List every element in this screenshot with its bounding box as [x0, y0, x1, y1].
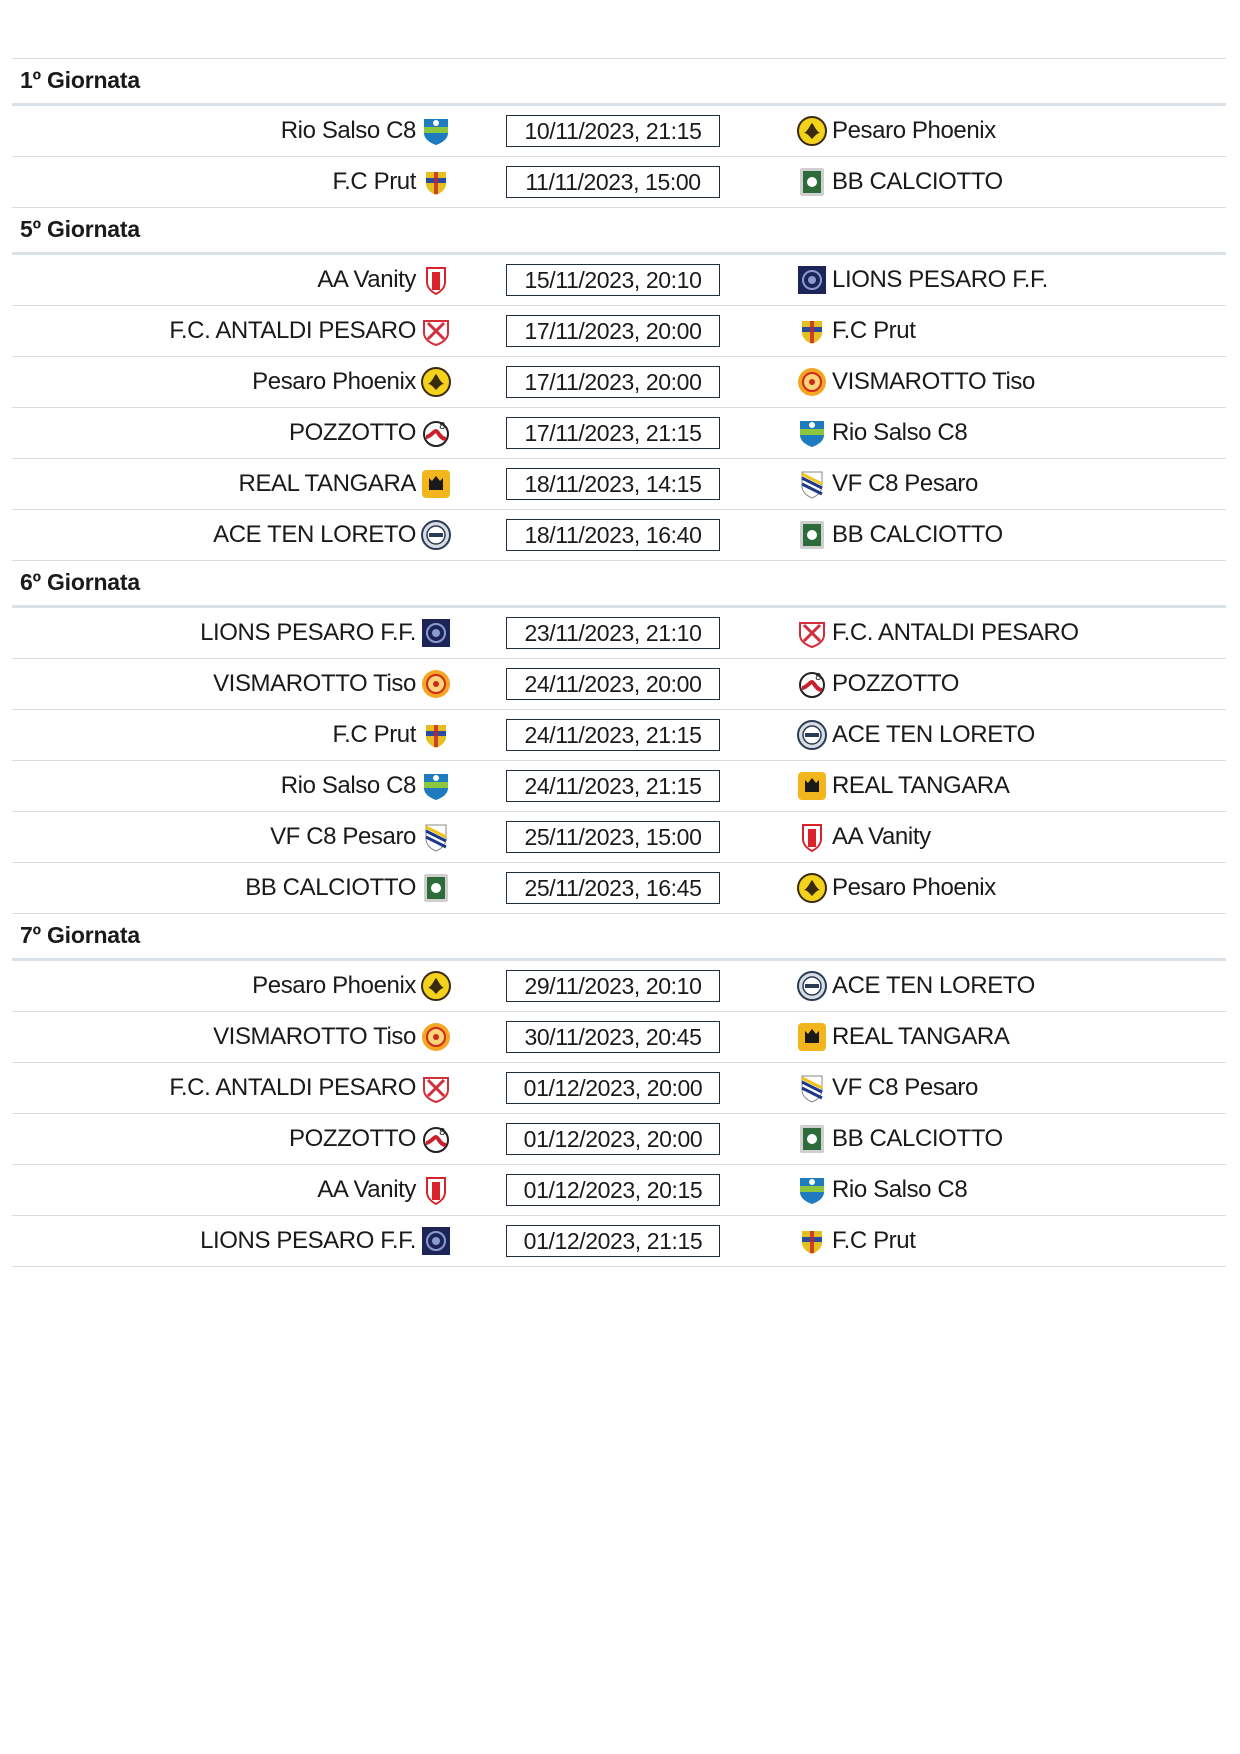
- prut-shield-icon: [420, 166, 452, 198]
- away-team: [796, 510, 1003, 560]
- match-row: [12, 106, 1226, 157]
- match-datetime: 15/11/2023, 20:10: [506, 264, 720, 296]
- away-team: [796, 1012, 1009, 1062]
- vf-c8-shield-icon: [796, 468, 828, 500]
- match-row: [12, 510, 1226, 561]
- home-team-name: VF C8 Pesaro: [270, 823, 416, 850]
- ace-ten-badge-icon: [796, 719, 828, 751]
- match-datetime: 17/11/2023, 20:00: [506, 366, 720, 398]
- antaldi-crest-icon: [420, 1072, 452, 1104]
- away-team: [796, 357, 1035, 407]
- match-row: [12, 1165, 1226, 1216]
- home-team: [239, 459, 452, 509]
- match-row: [12, 157, 1226, 208]
- away-team-name: Pesaro Phoenix: [832, 117, 996, 144]
- match-row: [12, 357, 1226, 408]
- round-section: [12, 208, 1226, 561]
- round-section: [12, 59, 1226, 208]
- away-team-name: BB CALCIOTTO: [832, 521, 1003, 548]
- match-row: [12, 1063, 1226, 1114]
- home-team: [333, 157, 452, 207]
- pozzotto-crest-icon: [420, 1123, 452, 1155]
- calciotto-crest-icon: [796, 166, 828, 198]
- home-team: [169, 306, 452, 356]
- away-team: [796, 761, 1009, 811]
- away-team-name: POZZOTTO: [832, 670, 960, 697]
- match-datetime: 01/12/2023, 20:15: [506, 1174, 720, 1206]
- round-title: 6º Giornata: [20, 569, 140, 595]
- match-datetime: 11/11/2023, 15:00: [506, 166, 720, 198]
- away-team: [796, 863, 996, 913]
- away-team-name: AA Vanity: [832, 823, 931, 850]
- match-datetime: 01/12/2023, 20:00: [506, 1072, 720, 1104]
- match-row: [12, 1216, 1226, 1267]
- away-team: [796, 106, 996, 156]
- ace-ten-badge-icon: [796, 970, 828, 1002]
- home-team-name: F.C Prut: [332, 721, 416, 748]
- home-team-name: REAL TANGARA: [238, 470, 416, 497]
- round-header: [12, 914, 1226, 961]
- home-team: [270, 812, 452, 862]
- rio-salso-crest-icon: [420, 770, 452, 802]
- match-datetime: 29/11/2023, 20:10: [506, 970, 720, 1002]
- home-team-name: F.C. ANTALDI PESARO: [169, 1074, 416, 1101]
- away-team: [796, 1063, 978, 1113]
- phoenix-crest-icon: [420, 970, 452, 1002]
- away-team-name: BB CALCIOTTO: [832, 168, 1003, 195]
- rio-salso-crest-icon: [796, 417, 828, 449]
- home-team-name: POZZOTTO: [288, 1125, 416, 1152]
- away-team-name: Rio Salso C8: [832, 419, 968, 446]
- pozzotto-crest-icon: [420, 417, 452, 449]
- match-row: [12, 659, 1226, 710]
- lions-crest-icon: [420, 1225, 452, 1257]
- rio-salso-crest-icon: [420, 115, 452, 147]
- match-datetime: 30/11/2023, 20:45: [506, 1021, 720, 1053]
- home-team: [252, 961, 452, 1011]
- home-team-name: F.C. ANTALDI PESARO: [169, 317, 416, 344]
- vf-c8-shield-icon: [420, 821, 452, 853]
- match-row: [12, 761, 1226, 812]
- match-datetime: 25/11/2023, 15:00: [506, 821, 720, 853]
- away-team: [796, 459, 978, 509]
- away-team: [796, 1114, 1003, 1164]
- match-datetime: 23/11/2023, 21:10: [506, 617, 720, 649]
- match-datetime: 01/12/2023, 21:15: [506, 1225, 720, 1257]
- home-team: [169, 1063, 452, 1113]
- home-team: [281, 106, 452, 156]
- away-team-name: Pesaro Phoenix: [832, 874, 996, 901]
- home-team: [200, 1216, 452, 1266]
- home-team: [281, 761, 452, 811]
- away-team-name: ACE TEN LORETO: [832, 721, 1035, 748]
- away-team-name: ACE TEN LORETO: [832, 972, 1035, 999]
- match-row: [12, 710, 1226, 761]
- calciotto-crest-icon: [420, 872, 452, 904]
- away-team: [796, 812, 931, 862]
- away-team-name: REAL TANGARA: [832, 772, 1010, 799]
- match-datetime: 17/11/2023, 20:00: [506, 315, 720, 347]
- antaldi-crest-icon: [420, 315, 452, 347]
- vanity-shield-icon: [796, 821, 828, 853]
- phoenix-crest-icon: [796, 115, 828, 147]
- home-team: [213, 510, 452, 560]
- away-team-name: LIONS PESARO F.F.: [832, 266, 1048, 293]
- vismarotto-crest-icon: [796, 366, 828, 398]
- home-team: [200, 608, 452, 658]
- round-title: 5º Giornata: [20, 216, 140, 242]
- home-team-name: POZZOTTO: [288, 419, 416, 446]
- away-team: [796, 408, 967, 458]
- home-team-name: AA Vanity: [317, 1176, 416, 1203]
- home-team: [245, 863, 452, 913]
- away-team: [796, 608, 1079, 658]
- home-team-name: ACE TEN LORETO: [213, 521, 416, 548]
- vf-c8-shield-icon: [796, 1072, 828, 1104]
- vanity-shield-icon: [420, 264, 452, 296]
- calciotto-crest-icon: [796, 1123, 828, 1155]
- match-row: [12, 1114, 1226, 1165]
- svg-text:8: 8: [439, 1127, 446, 1138]
- away-team: [796, 961, 1035, 1011]
- match-datetime: 10/11/2023, 21:15: [506, 115, 720, 147]
- match-row: [12, 961, 1226, 1012]
- match-schedule: [12, 58, 1226, 1267]
- away-team-name: Rio Salso C8: [832, 1176, 968, 1203]
- match-datetime: 18/11/2023, 16:40: [506, 519, 720, 551]
- prut-shield-icon: [420, 719, 452, 751]
- away-team-name: VISMAROTTO Tiso: [832, 368, 1035, 395]
- away-team-name: VF C8 Pesaro: [832, 470, 978, 497]
- match-row: [12, 408, 1226, 459]
- round-header: [12, 59, 1226, 106]
- match-row: [12, 255, 1226, 306]
- vismarotto-crest-icon: [420, 668, 452, 700]
- lions-crest-icon: [796, 264, 828, 296]
- away-team-name: REAL TANGARA: [832, 1023, 1010, 1050]
- match-datetime: 17/11/2023, 21:15: [506, 417, 720, 449]
- away-team: [796, 157, 1003, 207]
- rio-salso-crest-icon: [796, 1174, 828, 1206]
- home-team: [252, 357, 452, 407]
- match-row: [12, 1012, 1226, 1063]
- away-team: [796, 659, 959, 709]
- vanity-shield-icon: [420, 1174, 452, 1206]
- svg-text:8: 8: [439, 421, 446, 432]
- vismarotto-crest-icon: [420, 1021, 452, 1053]
- ace-ten-badge-icon: [420, 519, 452, 551]
- home-team: [213, 659, 452, 709]
- round-header: [12, 561, 1226, 608]
- match-datetime: 25/11/2023, 16:45: [506, 872, 720, 904]
- away-team-name: F.C. ANTALDI PESARO: [832, 619, 1079, 646]
- home-team-name: Rio Salso C8: [280, 772, 416, 799]
- away-team-name: BB CALCIOTTO: [832, 1125, 1003, 1152]
- home-team: [333, 710, 452, 760]
- antaldi-crest-icon: [796, 617, 828, 649]
- tangara-crest-icon: [796, 770, 828, 802]
- match-datetime: 18/11/2023, 14:15: [506, 468, 720, 500]
- pozzotto-crest-icon: [796, 668, 828, 700]
- tangara-crest-icon: [796, 1021, 828, 1053]
- match-row: [12, 306, 1226, 357]
- lions-crest-icon: [420, 617, 452, 649]
- away-team: [796, 255, 1048, 305]
- match-row: [12, 459, 1226, 510]
- home-team: [213, 1012, 452, 1062]
- away-team-name: F.C Prut: [832, 1227, 916, 1254]
- match-datetime: 24/11/2023, 21:15: [506, 719, 720, 751]
- away-team-name: VF C8 Pesaro: [832, 1074, 978, 1101]
- match-row: [12, 863, 1226, 914]
- home-team-name: F.C Prut: [332, 168, 416, 195]
- round-section: [12, 914, 1226, 1267]
- round-title: 1º Giornata: [20, 67, 140, 93]
- match-datetime: 24/11/2023, 21:15: [506, 770, 720, 802]
- home-team-name: Pesaro Phoenix: [252, 368, 416, 395]
- home-team-name: LIONS PESARO F.F.: [200, 1227, 416, 1254]
- away-team: [796, 306, 915, 356]
- home-team: [317, 255, 452, 305]
- tangara-crest-icon: [420, 468, 452, 500]
- home-team-name: BB CALCIOTTO: [245, 874, 416, 901]
- away-team: [796, 1165, 967, 1215]
- match-row: [12, 608, 1226, 659]
- round-title: 7º Giornata: [20, 922, 140, 948]
- phoenix-crest-icon: [796, 872, 828, 904]
- prut-shield-icon: [796, 1225, 828, 1257]
- home-team-name: VISMAROTTO Tiso: [213, 670, 416, 697]
- calciotto-crest-icon: [796, 519, 828, 551]
- away-team: [796, 1216, 915, 1266]
- home-team: [289, 408, 452, 458]
- match-datetime: 01/12/2023, 20:00: [506, 1123, 720, 1155]
- match-row: [12, 812, 1226, 863]
- home-team-name: VISMAROTTO Tiso: [213, 1023, 416, 1050]
- home-team-name: AA Vanity: [317, 266, 416, 293]
- phoenix-crest-icon: [420, 366, 452, 398]
- svg-text:8: 8: [815, 672, 822, 683]
- round-header: [12, 208, 1226, 255]
- match-datetime: 24/11/2023, 20:00: [506, 668, 720, 700]
- round-section: [12, 561, 1226, 914]
- home-team-name: Rio Salso C8: [280, 117, 416, 144]
- away-team-name: F.C Prut: [832, 317, 916, 344]
- home-team-name: LIONS PESARO F.F.: [200, 619, 416, 646]
- home-team: [289, 1114, 452, 1164]
- away-team: [796, 710, 1035, 760]
- home-team: [317, 1165, 452, 1215]
- prut-shield-icon: [796, 315, 828, 347]
- home-team-name: Pesaro Phoenix: [252, 972, 416, 999]
